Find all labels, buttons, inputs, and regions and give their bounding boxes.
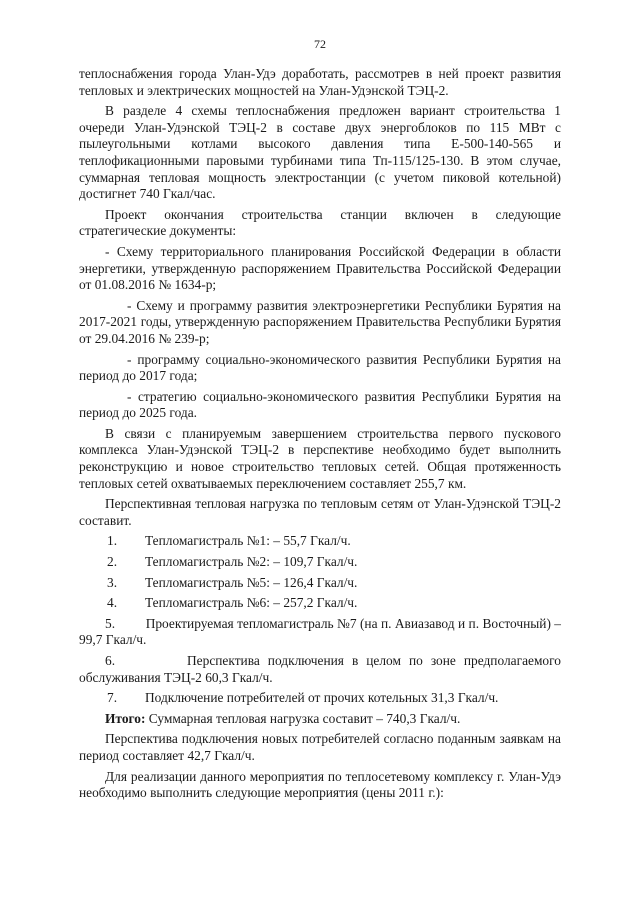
- doc-item-1: - Схему территориального планирования Российской Федерации в области энергетики, утвержденную распоряжением Правительства Российской Федерации от 01.08.2016 № 1634-р;: [79, 243, 561, 293]
- paragraph-3: Проект окончания строительства станции включен в следующие стратегические документы:: [79, 206, 561, 239]
- list-item: 1. Тепломагистраль №1: – 55,7 Гкал/ч.: [107, 533, 351, 549]
- total-label: Итого:: [105, 710, 146, 726]
- total-text: Суммарная тепловая нагрузка составит – 740,3 Гкал/ч.: [145, 710, 461, 726]
- paragraph-7: Для реализации данного мероприятия по теплосетевому комплексу г. Улан-Удэ необходимо выполнить следующие мероприятия (цены 2011 г.):: [79, 768, 561, 801]
- list-item-5: 5. Проектируемая тепломагистраль №7 (на п. Авиазавод и п. Восточный) – 99,7 Гкал/ч.: [79, 615, 561, 648]
- list-item-6: 6. Перспектива подключения в целом по зоне предполагаемого обслуживания ТЭЦ-2 60,3 Гкал/ч.: [79, 653, 561, 685]
- doc-item-4: - стратегию социально-экономического развития Республики Бурятия на период до 2025 года.: [79, 388, 561, 421]
- list-item: 4. Тепломагистраль №6: – 257,2 Гкал/ч.: [107, 595, 358, 611]
- paragraph-6: Перспектива подключения новых потребителей согласно поданным заявкам на период составляет 42,7 Гкал/ч.: [79, 731, 561, 763]
- paragraph-2: В разделе 4 схемы теплоснабжения предложен вариант строительства 1 очереди Улан-Удэнской ТЭЦ-2 в составе двух энергоблоков по 115 МВт с пылеугольными котлами высокого давления типа Е-500-140-565 и теплофикационными паровыми турбинами типа Тп-115/125-130. В этом случае, суммарная тепловая мощность электростанции (с учетом пиковой котельной) достигнет 740 Гкал/час.: [79, 103, 561, 202]
- list-item: 7. Подключение потребителей от прочих котельных 31,3 Гкал/ч.: [107, 690, 499, 706]
- page-number: 72: [314, 37, 326, 51]
- paragraph-1: теплоснабжения города Улан-Удэ доработать, рассмотрев в ней проект развития тепловых и электрических мощностей на Улан-Удэнской ТЭЦ-2.: [79, 66, 561, 98]
- list-item: 2. Тепломагистраль №2: – 109,7 Гкал/ч.: [107, 554, 358, 570]
- doc-item-3: - программу социально-экономического развития Республики Бурятия на период до 2017 года;: [79, 351, 561, 384]
- total-line: [79, 711, 561, 728]
- list-item: 3. Тепломагистраль №5: – 126,4 Гкал/ч.: [107, 574, 358, 590]
- paragraph-5: Перспективная тепловая нагрузка по тепловым сетям от Улан-Удэнской ТЭЦ-2 составит.: [79, 496, 561, 528]
- paragraph-4: В связи с планируемым завершением строительства первого пускового комплекса Улан-Удэнской ТЭЦ-2 в перспективе необходимо будет выполнить реконструкцию и новое строительство тепловых сетей. Общая протяженность тепловых сетей охватываемых переключением составляет 255,7 км.: [79, 425, 561, 491]
- doc-item-2: - Схему и программу развития электроэнергетики Республики Бурятия на 2017-2021 годы, утвержденную распоряжением Правительства Республики Бурятия от 29.04.2016 № 239-р;: [79, 297, 561, 346]
- document-body: [79, 66, 561, 806]
